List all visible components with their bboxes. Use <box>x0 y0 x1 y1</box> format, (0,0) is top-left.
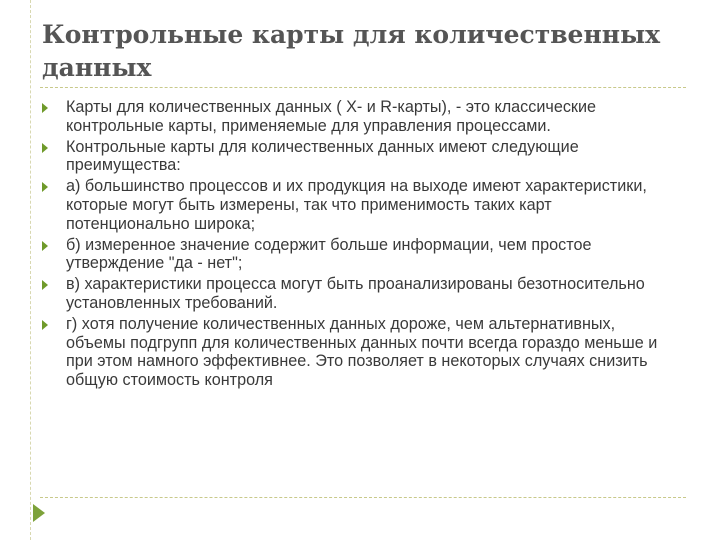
footer-divider <box>40 497 686 498</box>
bullet-text: Контрольные карты для количественных данных имеют следующие преимущества: <box>66 137 579 175</box>
bullet-item <box>40 315 676 390</box>
bullet-list <box>40 98 676 392</box>
title-divider <box>40 87 686 88</box>
bullet-text: в) характеристики процесса могут быть проанализированы безотносительно установленных требований. <box>66 275 645 312</box>
bullet-text: б) измеренное значение содержит больше информации, чем простое утверждение "да - нет"; <box>66 235 592 273</box>
triangle-bullet-icon <box>42 241 48 251</box>
arrow-right-icon <box>33 504 45 522</box>
bullet-text: г) хотя получение количественных данных дороже, чем альтернативных, объемы подгрупп для количественных данных почти всегда гораздо меньше и при этом намного эффективнее. Это позволяет в некоторых случаях снизить общую стоимость контроля <box>66 314 658 390</box>
bullet-item <box>40 138 676 176</box>
triangle-bullet-icon <box>42 280 48 290</box>
bullet-item <box>40 236 676 274</box>
triangle-bullet-icon <box>42 103 48 113</box>
bullet-text: Карты для количественных данных ( X- и R-карты), - это классические контрольные карты, применяемые для управления процессами. <box>66 98 597 135</box>
bullet-text: а) большинство процессов и их продукция на выходе имеют характеристики, которые могут быть измерены, так что применимость таких карт потенционально широка; <box>66 177 647 233</box>
bullet-item <box>40 177 676 233</box>
triangle-bullet-icon <box>42 182 48 192</box>
triangle-bullet-icon <box>42 143 48 153</box>
bullet-item <box>40 98 676 136</box>
slide-title: Контрольные карты для количественных данных <box>42 20 661 82</box>
bullet-item <box>40 275 676 313</box>
left-guide-line <box>30 0 31 540</box>
triangle-bullet-icon <box>42 320 48 330</box>
